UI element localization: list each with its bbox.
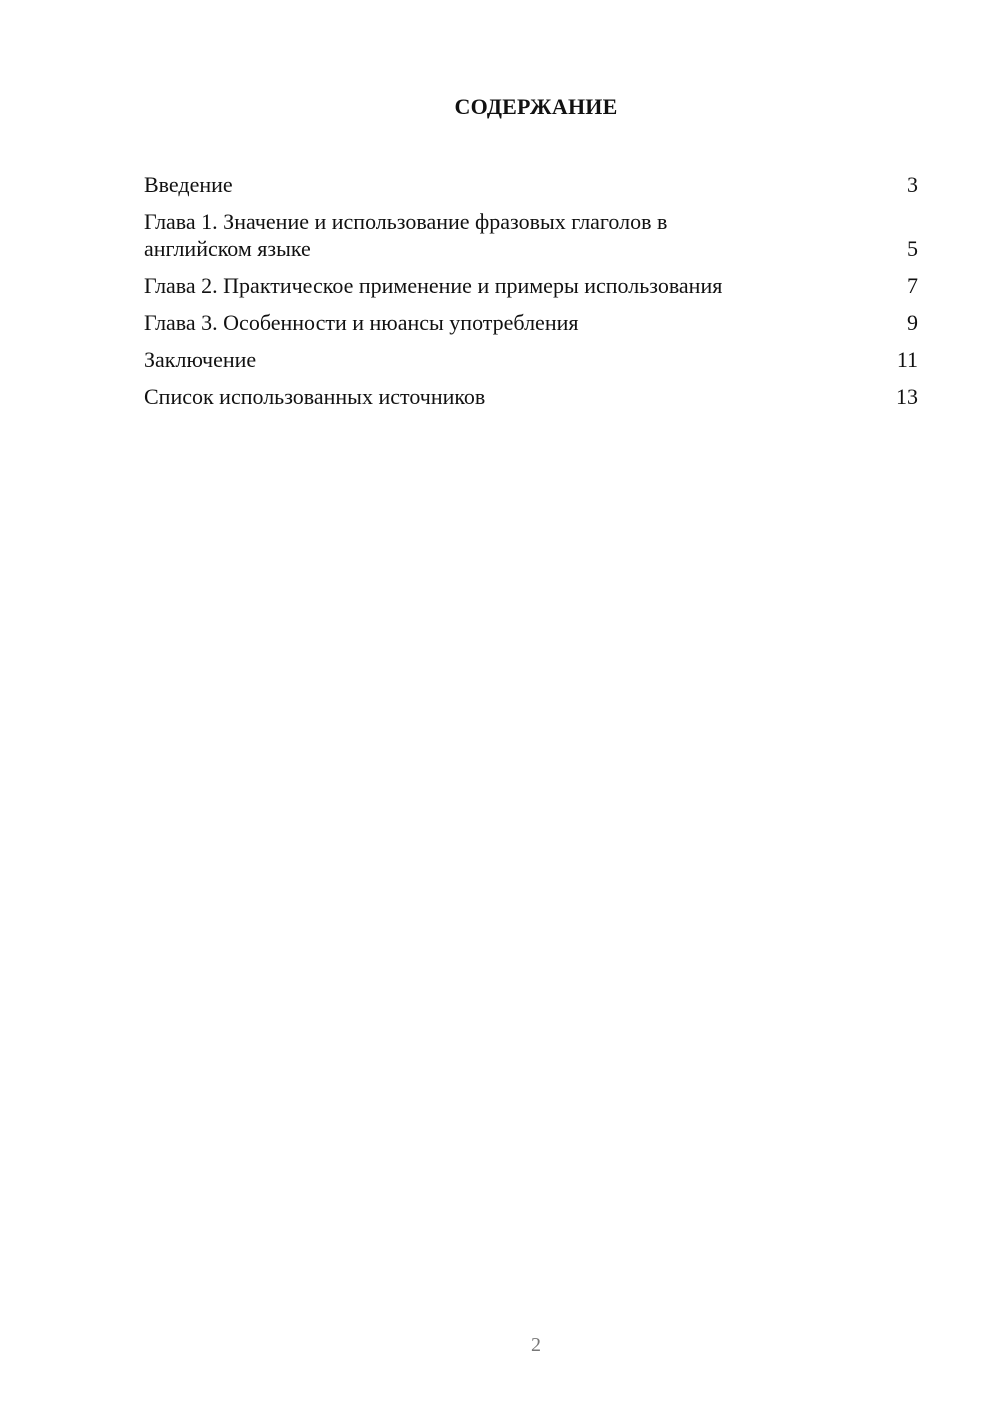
toc-entry-label: Глава 2. Практическое применение и примеры использования [144,273,723,298]
toc-entry-page: 13 [896,384,918,409]
toc-entry-page: 3 [907,172,918,197]
toc-entry-label: Введение [144,172,233,197]
toc-entry-label: Глава 1. Значение и использование фразовых глаголов в английском языке [144,209,668,261]
table-of-contents [144,171,918,420]
toc-entry-page: 5 [907,236,918,261]
toc-entry-conclusion [144,346,918,373]
page-title: СОДЕРЖАНИЕ [454,94,618,119]
toc-entry-label: Заключение [144,347,257,372]
toc-entry-page: 7 [907,273,918,298]
page-number: 2 [531,1334,541,1356]
toc-entry-label: Глава 3. Особенности и нюансы употребления [144,310,579,335]
toc-entry-page: 9 [907,310,918,335]
toc-entry-chapter-1 [144,208,918,262]
toc-entry-references [144,383,918,410]
toc-entry-introduction [144,171,918,198]
toc-entry-label: Список использованных источников [144,384,486,409]
toc-entry-chapter-2 [144,272,918,299]
toc-entry-page: 11 [896,347,918,372]
toc-entry-chapter-3 [144,309,918,336]
